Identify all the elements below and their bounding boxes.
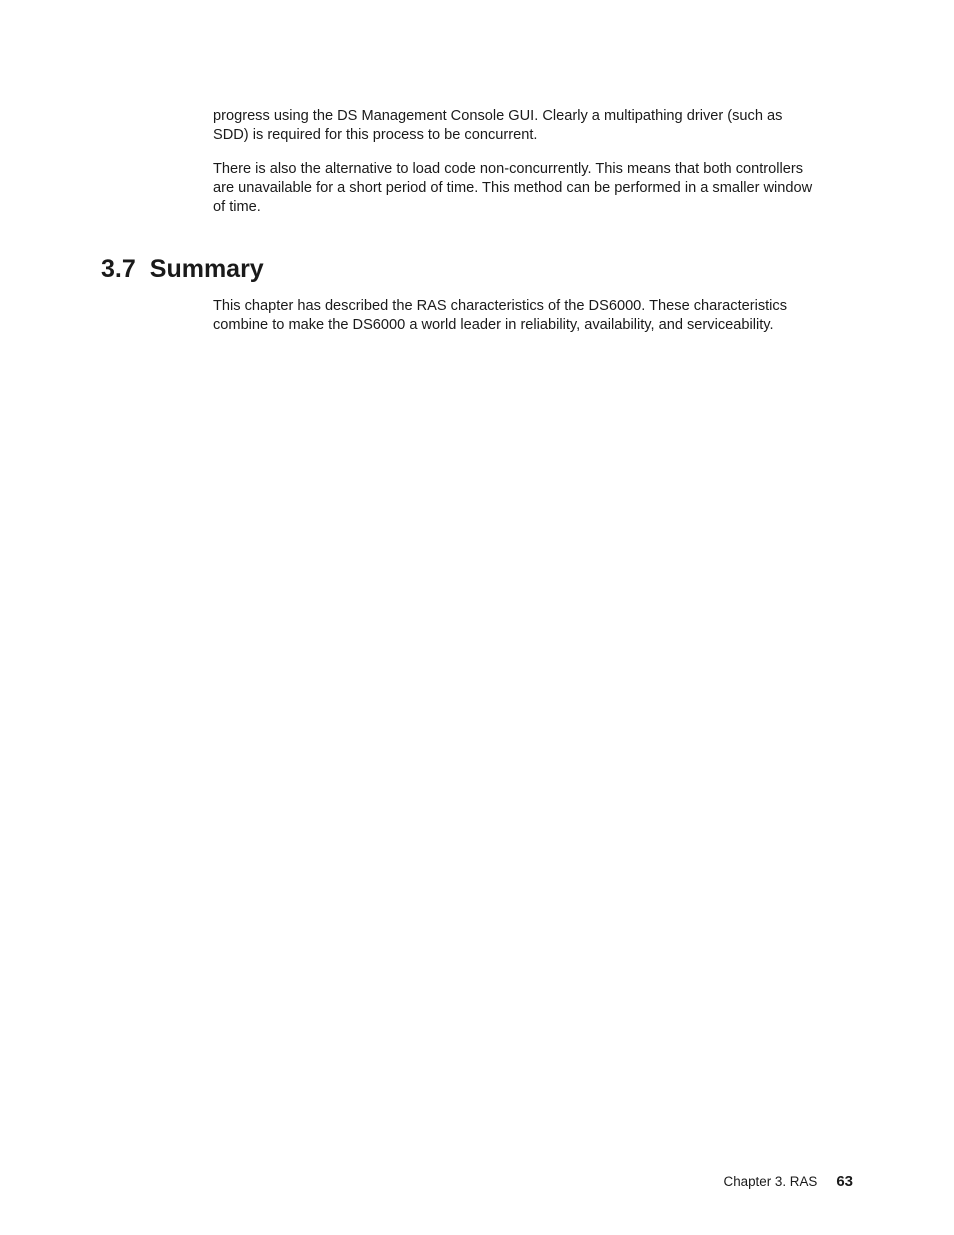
text-line: progress using the DS Management Console GUI. Clearly a multipathing driver (such as	[213, 108, 783, 124]
page-footer	[600, 1172, 853, 1192]
page-number: 63	[836, 1173, 853, 1190]
text-line: SDD) is required for this process to be concurrent.	[213, 127, 538, 144]
text-line: are unavailable for a short period of time. This method can be performed in a smaller window	[213, 180, 813, 197]
text-line: combine to make the DS6000 a world leader in reliability, availability, and serviceability.	[213, 317, 774, 334]
text-line: This chapter has described the RAS characteristics of the DS6000. These characteristics	[213, 298, 788, 314]
body-paragraph-1	[213, 107, 858, 145]
body-paragraph-2	[213, 160, 858, 218]
summary-paragraph	[213, 297, 858, 335]
footer-chapter: Chapter 3. RAS	[723, 1174, 818, 1189]
section-title: Summary	[149, 255, 264, 283]
section-number: 3.7	[101, 255, 136, 283]
section-heading	[101, 253, 264, 285]
text-line: of time.	[213, 199, 261, 216]
text-line: There is also the alternative to load code non-concurrently. This means that both controllers	[213, 161, 804, 177]
